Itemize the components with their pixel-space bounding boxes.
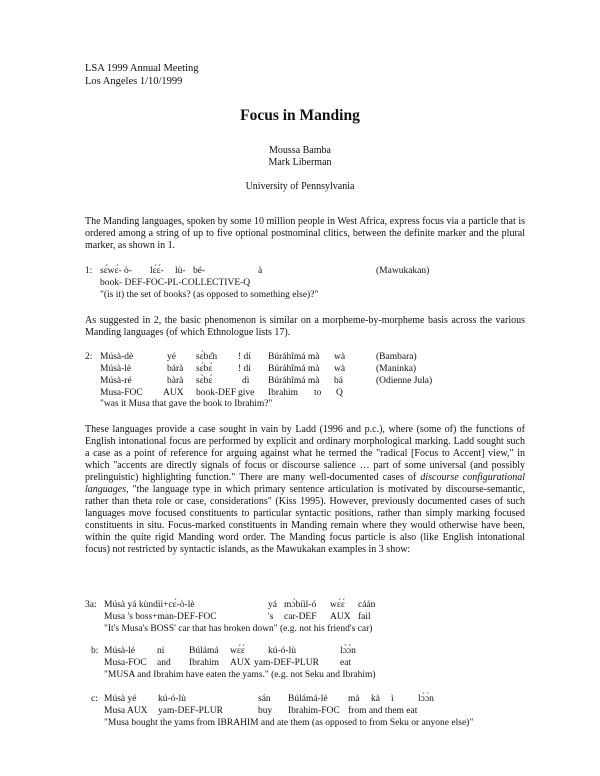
example-word: Búráhîmá mà xyxy=(268,376,320,386)
example-word: ! dí xyxy=(238,364,251,374)
example-word: dì xyxy=(242,376,250,386)
example-word: mà xyxy=(348,694,360,704)
example-gloss: Q xyxy=(336,388,343,398)
example-translation: "MUSA and Ibrahim have eaten the yams." (e.g. not Seku and Ibrahim) xyxy=(104,670,376,680)
example-gloss: from and them eat xyxy=(348,706,418,716)
example-gloss: book- DEF-FOC-PL-COLLECTIVE-Q xyxy=(100,278,251,288)
paper-title: Focus in Manding xyxy=(240,107,360,124)
example-number: b: xyxy=(91,646,99,656)
example-word: sɛ̀bɛ́ xyxy=(196,376,213,386)
example-word: sɛ́wɛ́- xyxy=(100,266,122,276)
example-gloss: yam-DEF-PLUR xyxy=(158,706,223,716)
example-word: Músà-ré xyxy=(100,376,132,386)
example-word: ní xyxy=(157,646,165,656)
example-number: c: xyxy=(91,694,98,704)
example-word: lù- xyxy=(175,266,186,276)
example-word: Músà-lè xyxy=(100,364,132,374)
paragraph-ladd xyxy=(85,424,525,556)
example-gloss: AUX xyxy=(330,612,351,622)
example-gloss: and xyxy=(157,658,171,668)
example-word: sán xyxy=(258,694,271,704)
example-number: 3a: xyxy=(85,600,97,610)
example-translation: "Musa bought the yams from IBRAHIM and ate them (as opposed to from Seku or anyone else)" xyxy=(104,718,474,728)
example-gloss: buy xyxy=(258,706,273,716)
example-word: ò- xyxy=(124,266,132,276)
example-word: yá xyxy=(268,600,277,610)
meeting-place-date: Los Angeles 1/10/1999 xyxy=(85,76,183,87)
example-gloss: yam-DEF-PLUR xyxy=(254,658,319,668)
example-word: à xyxy=(258,266,263,276)
example-gloss: fail xyxy=(358,612,371,622)
example-word: wà xyxy=(334,364,346,374)
example-gloss: Musa AUX xyxy=(104,706,148,716)
meeting-name: LSA 1999 Annual Meeting xyxy=(85,63,199,74)
example-word: Búráhîmá mà xyxy=(268,352,320,362)
example-word: wà xyxy=(334,352,346,362)
example-word: lɔ̀ɔ̀n xyxy=(418,694,434,704)
example-gloss: Musa-FOC xyxy=(100,388,143,398)
example-gloss: to xyxy=(314,388,322,398)
example-word: ! dí xyxy=(238,352,251,362)
example-word: lɛ́ɛ́- xyxy=(150,266,164,276)
example-word: sɛ́bɛ́ xyxy=(196,364,213,374)
example-gloss: AUX xyxy=(163,388,184,398)
paragraph-text: These languages provide a case sought in vain by Ladd (1996 and p.c.), where (some of) the functions of English intonational focus are performed by explicit and ordinary morphological marking. Ladd sought such a case as a point of reference for arguing against what he termed the "radical [Focus to Accent] view," in which "accents are directly signals of focus or discourse salience … part of some universal (and possibly prelinguistic) highlighting function." There are many well-documented cases of xyxy=(85,424,525,483)
emphasized-term: discourse configurational languages xyxy=(85,472,525,495)
example-gloss: Musa-FOC xyxy=(104,658,147,668)
example-2 xyxy=(0,352,600,412)
example-word: kú-ó-lù xyxy=(158,694,186,704)
language-label: (Mawukakan) xyxy=(376,266,430,276)
example-gloss: Ibrahim xyxy=(189,658,220,668)
example-word: cáán xyxy=(358,600,376,610)
example-word: wɛ́ɛ́ xyxy=(230,646,245,656)
example-word: bárà xyxy=(167,364,184,374)
example-word: bé- xyxy=(193,266,206,276)
example-word: sɛ́bɛ̂n xyxy=(196,352,218,362)
example-word: Músà yé xyxy=(104,694,137,704)
example-gloss: Ibrahim xyxy=(268,388,299,398)
example-word: mɔ̀bíìl-ó xyxy=(284,600,317,610)
example-word: yé xyxy=(167,352,176,362)
example-word: bá xyxy=(334,376,343,386)
example-word: kà xyxy=(371,694,380,704)
example-word: Búlámá xyxy=(189,646,219,656)
example-gloss: give xyxy=(238,388,255,398)
example-word: ì xyxy=(391,694,394,704)
author-name: Moussa Bamba xyxy=(269,145,331,156)
paragraph-text: , "the language type in which primary sentence articulation is motivated by discourse-semantic, rather than theta role or case, considerations" (Kiss 1995). However, previously documented cases of such languages move focused constituents to particular syntactic positions, rather than simply marking focused constituents in situ. Focus-marked constituents in Manding remain where they would otherwise have been, within the quite rigid Manding word order. The Manding focus particle is also (like English intonational focus) not restricted by syntactic islands, as the Mawukakan examples in 3 show: xyxy=(85,484,525,555)
example-gloss: Ibrahim-FOC xyxy=(288,706,340,716)
example-1 xyxy=(0,266,600,302)
affiliation: University of Pennsylvania xyxy=(245,181,355,192)
example-word: Músà-lé xyxy=(104,646,136,656)
example-translation: "It's Musa's BOSS' car that has broken down" (e.g. not his friend's car) xyxy=(104,624,373,634)
language-label: (Odienne Jula) xyxy=(376,376,433,386)
example-word: Músà yá kùndìì+cɛ́-ò-lè xyxy=(104,600,195,610)
paragraph-suggested: As suggested in 2, the basic phenomenon is similar on a morpheme-by-morpheme basis across the various Manding languages (of which Ethnologue lists 17). xyxy=(85,315,525,338)
example-gloss: 's xyxy=(268,612,274,622)
example-translation: "(is it) the set of books? (as opposed to something else)?" xyxy=(100,290,319,300)
example-3b xyxy=(0,646,600,682)
example-word: lɔ̀ɔ̀n xyxy=(340,646,356,656)
example-word: Búráhîmá mà xyxy=(268,364,320,374)
language-label: (Maninka) xyxy=(376,364,417,374)
example-word: Músà-dè xyxy=(100,352,134,362)
paragraph-intro: The Manding languages, spoken by some 10 million people in West Africa, express focus via a particle that is ordered among a string of up to five optional postnominal clitics, between the definite marker and the plural marker, as shown in 1. xyxy=(85,216,525,251)
example-word: wɛ́ɛ́ xyxy=(330,600,345,610)
example-word: kú-ó-lù xyxy=(268,646,296,656)
example-3a xyxy=(0,600,600,636)
example-number: 1: xyxy=(85,266,93,276)
author-name: Mark Liberman xyxy=(268,157,332,168)
example-word: Búlámá-lè xyxy=(288,694,328,704)
example-gloss: Musa 's boss+man-DEF-FOC xyxy=(104,612,217,622)
language-label: (Bambara) xyxy=(376,352,417,362)
example-gloss: AUX xyxy=(230,658,251,668)
example-gloss: car-DEF xyxy=(284,612,317,622)
example-translation: "was it Musa that gave the book to Ibrahim?" xyxy=(100,399,273,409)
example-gloss: book-DEF xyxy=(196,388,237,398)
example-word: bàrà xyxy=(167,376,184,386)
example-gloss: eat xyxy=(340,658,352,668)
example-number: 2: xyxy=(85,352,93,362)
example-3c xyxy=(0,694,600,730)
